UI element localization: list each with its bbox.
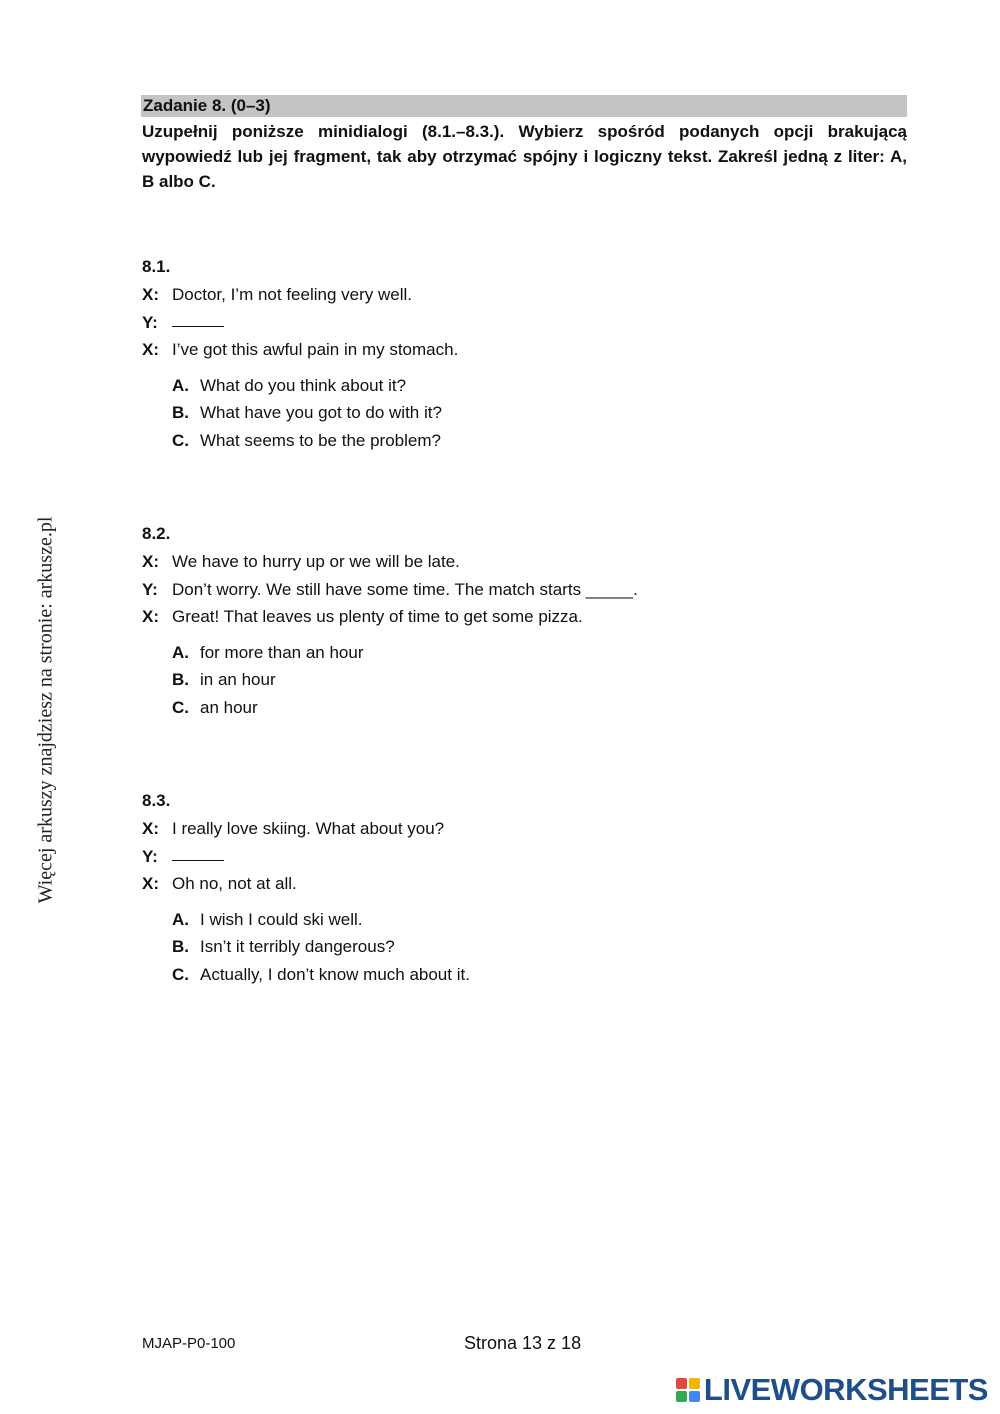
speaker-label: X: bbox=[142, 607, 159, 626]
dialogue-text: We have to hurry up or we will be late. bbox=[172, 552, 460, 571]
item-number: 8.3. bbox=[142, 791, 171, 810]
option-letter: A. bbox=[172, 375, 189, 395]
speaker-label: X: bbox=[142, 285, 159, 304]
liveworksheets-logo[interactable] bbox=[676, 1372, 988, 1408]
logo-block bbox=[689, 1391, 700, 1402]
dialogue-text: Don’t worry. We still have some time. The match starts _____. bbox=[172, 579, 638, 599]
option-letter: A. bbox=[172, 909, 189, 929]
option-letter: B. bbox=[172, 937, 189, 956]
dialogue-line bbox=[142, 281, 902, 309]
dialogue-text: Oh no, not at all. bbox=[172, 874, 297, 893]
speaker-label: X: bbox=[142, 819, 159, 838]
option-c[interactable] bbox=[172, 427, 902, 455]
answer-options bbox=[142, 372, 902, 455]
option-text: What seems to be the problem? bbox=[200, 430, 441, 450]
option-letter: C. bbox=[172, 430, 189, 450]
option-b[interactable] bbox=[172, 933, 902, 961]
dialogue-text: Great! That leaves us plenty of time to get some pizza. bbox=[172, 607, 583, 626]
option-text: for more than an hour bbox=[200, 642, 364, 662]
task-title: Zadanie 8. (0–3) bbox=[141, 95, 907, 117]
task-instructions: Uzupełnij poniższe minidialogi (8.1.–8.3.). Wybierz spośród podanych opcji brakującą wypowiedź lub jej fragment, tak aby otrzymać spójny i logiczny tekst. Zakreśl jedną z liter: A, B albo C. bbox=[142, 122, 907, 191]
answer-options bbox=[142, 639, 902, 722]
option-c[interactable] bbox=[172, 961, 902, 989]
option-letter: A. bbox=[172, 642, 189, 662]
logo-block bbox=[689, 1378, 700, 1389]
answer-options bbox=[142, 906, 902, 989]
logo-block bbox=[676, 1378, 687, 1389]
option-letter: C. bbox=[172, 697, 189, 717]
exam-code: MJAP-P0-100 bbox=[142, 1335, 236, 1352]
option-text: in an hour bbox=[200, 670, 276, 689]
dialogue-line bbox=[142, 336, 902, 364]
option-text: What do you think about it? bbox=[200, 375, 407, 395]
option-text: Actually, I don’t know much about it. bbox=[200, 964, 470, 984]
speaker-label: X: bbox=[142, 552, 159, 571]
option-a[interactable] bbox=[172, 639, 902, 667]
answer-blank[interactable] bbox=[172, 843, 224, 861]
dialogue-line bbox=[142, 603, 902, 631]
dialogue-line bbox=[142, 576, 902, 604]
option-a[interactable] bbox=[172, 906, 902, 934]
side-watermark-text: Więcej arkuszy znajdziesz na stronie: arkusze.pl bbox=[34, 516, 57, 904]
dialogue-item-8-2 bbox=[142, 520, 902, 721]
dialogue-item-8-3 bbox=[142, 787, 902, 988]
option-b[interactable] bbox=[172, 399, 902, 427]
speaker-label: X: bbox=[142, 340, 159, 359]
option-text: What have you got to do with it? bbox=[200, 403, 442, 422]
logo-text: LIVEWORKSHEETS bbox=[703, 1372, 988, 1407]
speaker-label: Y: bbox=[142, 846, 158, 866]
dialogue-line bbox=[142, 815, 902, 843]
speaker-label: Y: bbox=[142, 312, 158, 332]
option-c[interactable] bbox=[172, 694, 902, 722]
dialogue-line bbox=[142, 548, 902, 576]
dialogue-text: I’ve got this awful pain in my stomach. bbox=[172, 340, 459, 359]
dialogue-line bbox=[142, 309, 902, 337]
speaker-label: Y: bbox=[142, 579, 158, 599]
dialogue-line bbox=[142, 870, 902, 898]
option-letter: C. bbox=[172, 964, 189, 984]
dialogue-text: Doctor, I’m not feeling very well. bbox=[172, 285, 412, 304]
answer-blank[interactable] bbox=[172, 309, 224, 327]
page-number: Strona 13 z 18 bbox=[464, 1333, 582, 1353]
item-number: 8.1. bbox=[142, 257, 171, 276]
option-text: I wish I could ski well. bbox=[200, 909, 363, 929]
logo-blocks-icon bbox=[676, 1378, 700, 1402]
option-text: Isn’t it terribly dangerous? bbox=[200, 937, 395, 956]
dialogue-line bbox=[142, 843, 902, 871]
option-b[interactable] bbox=[172, 666, 902, 694]
option-text: an hour bbox=[200, 697, 258, 717]
speaker-label: X: bbox=[142, 874, 159, 893]
logo-block bbox=[676, 1391, 687, 1402]
dialogue-text: I really love skiing. What about you? bbox=[172, 819, 445, 838]
item-number: 8.2. bbox=[142, 524, 171, 543]
option-a[interactable] bbox=[172, 372, 902, 400]
dialogue-item-8-1 bbox=[142, 253, 902, 454]
option-letter: B. bbox=[172, 670, 189, 689]
option-letter: B. bbox=[172, 403, 189, 422]
